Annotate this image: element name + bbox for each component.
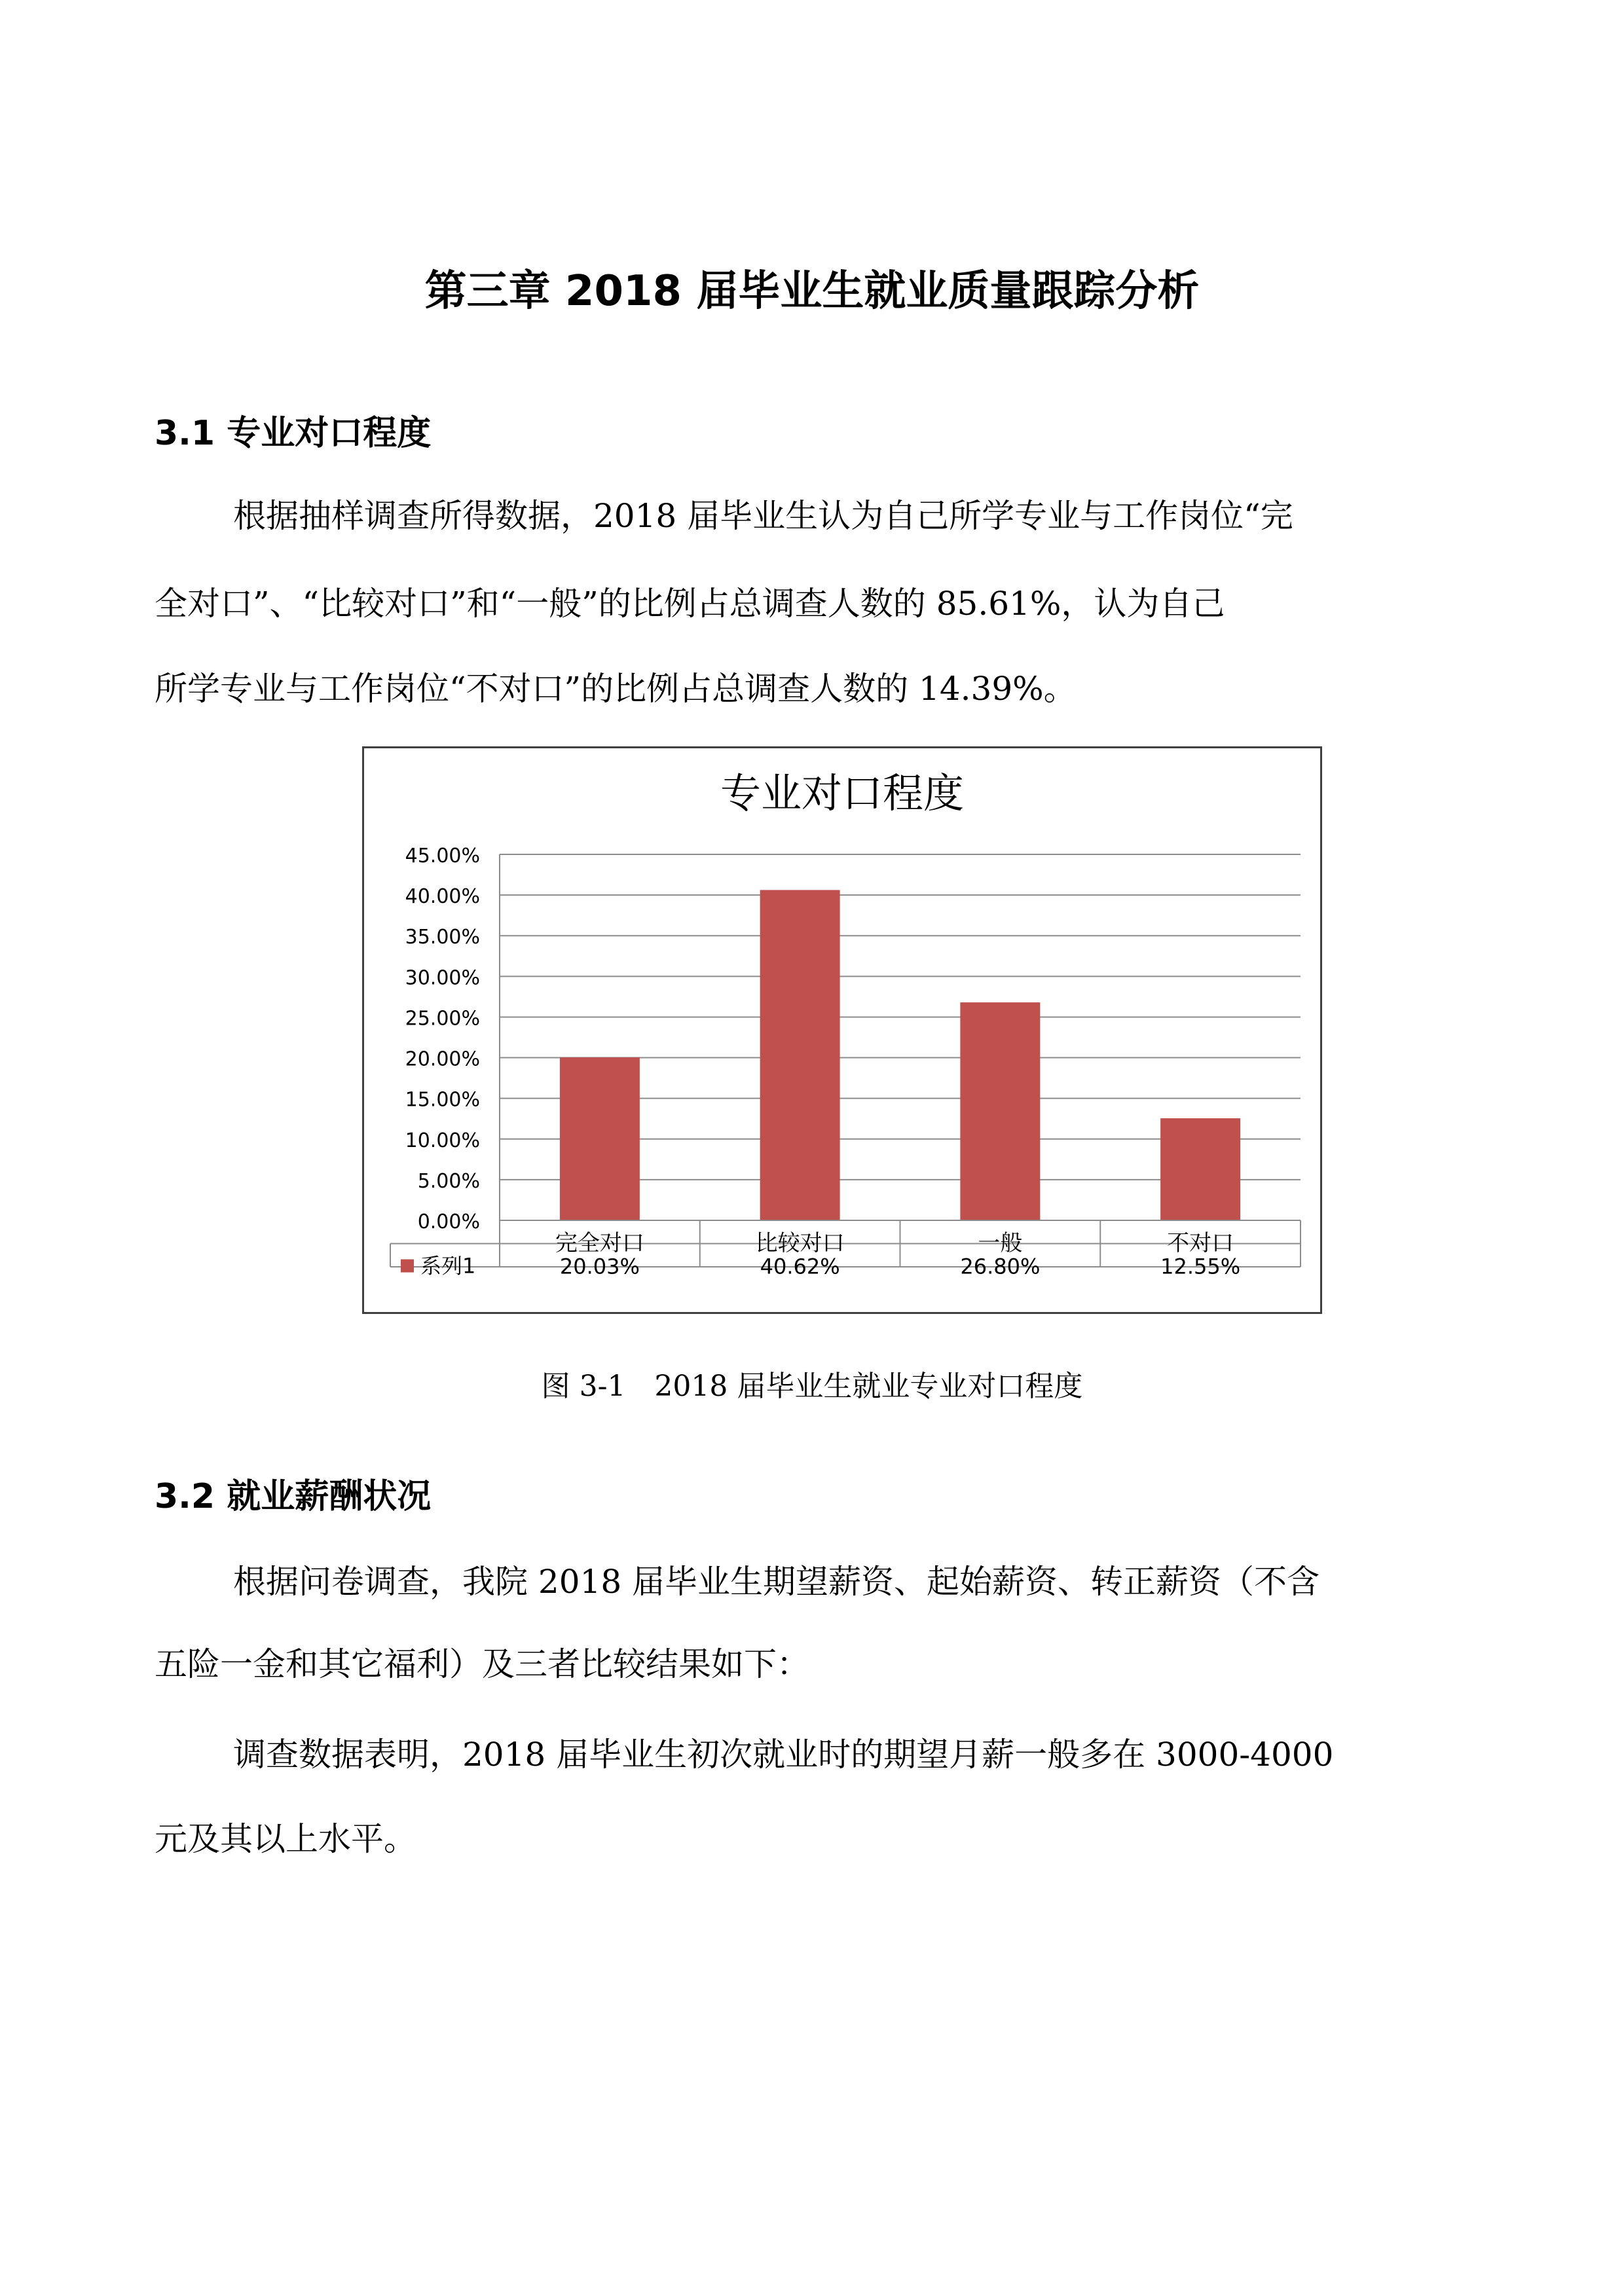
data-label: 40.62% [760, 1254, 840, 1279]
y-tick-label: 20.00% [405, 1048, 480, 1071]
bar-chart-svg [364, 748, 1320, 1312]
category-label: 一般 [978, 1230, 1023, 1256]
data-label: 12.55% [1160, 1254, 1241, 1279]
data-label: 20.03% [559, 1254, 640, 1279]
bar [760, 890, 840, 1220]
figure-caption: 图 3-1 2018 届毕业生就业专业对口程度 [541, 1370, 1083, 1403]
bar [560, 1057, 640, 1220]
bar-chart [362, 746, 1322, 1314]
data-label: 26.80% [960, 1254, 1041, 1279]
paragraph-line: 五险一金和其它福利）及三者比较结果如下： [155, 1645, 809, 1683]
y-tick-label: 15.00% [405, 1088, 480, 1112]
section-heading-3-2: 3.2 就业薪酬状况 [155, 1477, 432, 1516]
paragraph-line: 根据抽样调查所得数据，2018 届毕业生认为自己所学专业与工作岗位“完 [233, 497, 1293, 535]
y-tick-label: 30.00% [405, 966, 480, 990]
chart-title: 专业对口程度 [720, 769, 965, 817]
y-tick-label: 10.00% [405, 1129, 480, 1152]
legend-series-name: 系列1 [420, 1253, 476, 1279]
paragraph-line: 调查数据表明，2018 届毕业生初次就业时的期望月薪一般多在 3000-4000 [233, 1736, 1334, 1774]
y-tick-label: 45.00% [405, 845, 480, 867]
paragraph-line: 根据问卷调查，我院 2018 届毕业生期望薪资、起始薪资、转正薪资（不含 [233, 1563, 1320, 1601]
category-label: 不对口 [1167, 1230, 1234, 1256]
section-heading-3-1: 3.1 专业对口程度 [155, 414, 432, 453]
y-tick-label: 35.00% [405, 926, 480, 949]
y-tick-label: 5.00% [417, 1169, 480, 1193]
category-label: 比较对口 [755, 1230, 845, 1256]
bar [960, 1002, 1040, 1220]
bar [1160, 1118, 1240, 1220]
chapter-title: 第三章 2018 届毕业生就业质量跟踪分析 [424, 267, 1200, 316]
y-tick-label: 25.00% [405, 1007, 480, 1030]
legend-key [401, 1260, 414, 1273]
paragraph-line: 全对口”、“比较对口”和“一般”的比例占总调查人数的 85.61%，认为自己 [155, 585, 1225, 623]
category-label: 完全对口 [555, 1230, 644, 1256]
y-tick-label: 40.00% [405, 885, 480, 909]
paragraph-line: 元及其以上水平。 [155, 1820, 416, 1858]
paragraph-line: 所学专业与工作岗位“不对口”的比例占总调查人数的 14.39%。 [155, 670, 1077, 708]
y-tick-label: 0.00% [417, 1211, 480, 1233]
